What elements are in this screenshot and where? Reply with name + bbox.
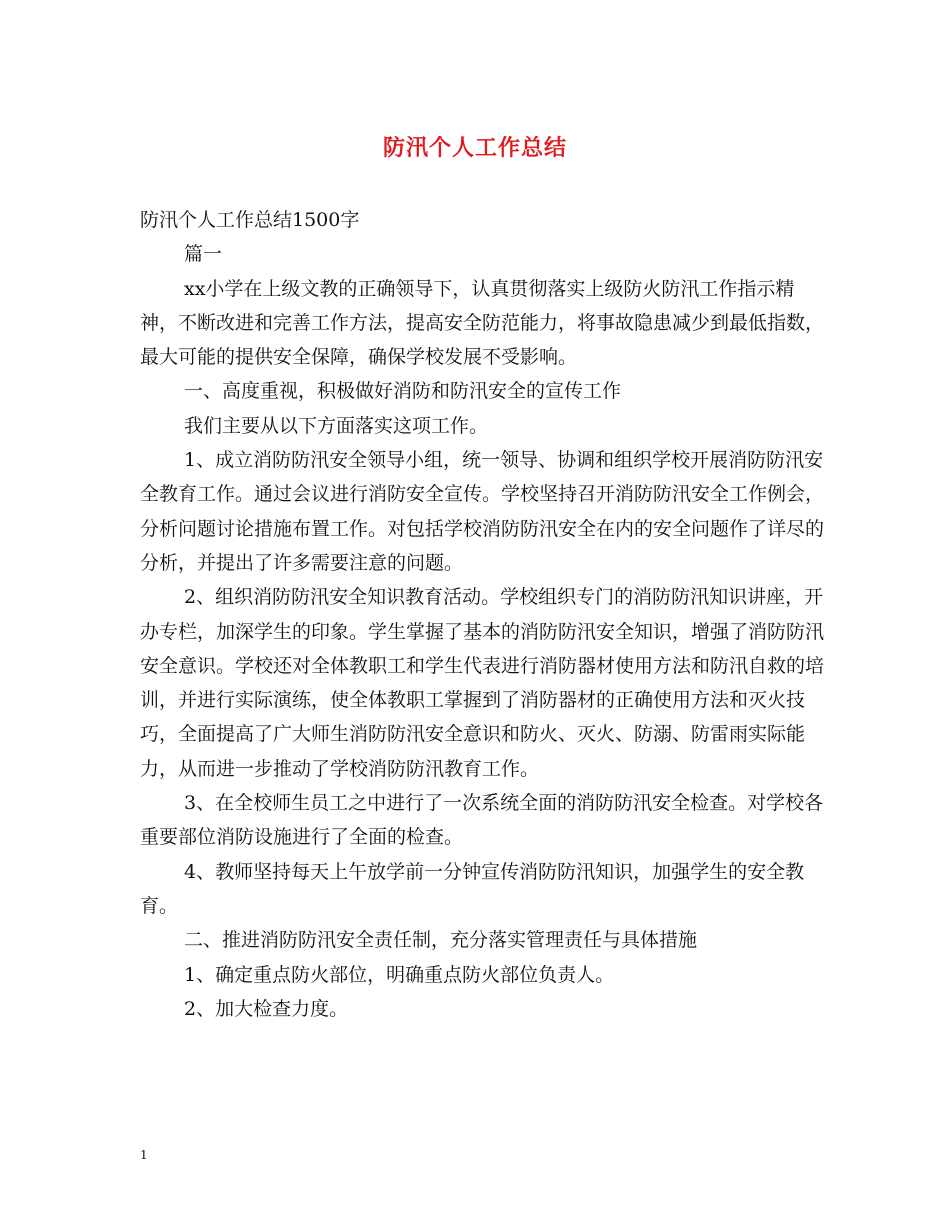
body-paragraph: 4、教师坚持每天上午放学前一分钟宣传消防防汛知识，加强学生的安全教育。	[140, 860, 805, 917]
document-body	[140, 203, 830, 1026]
section-heading-2: 二、推进消防防汛安全责任制，充分落实管理责任与具体措施	[184, 929, 698, 952]
body-paragraph: 2、组织消防防汛安全知识教育活动。学校组织专门的消防防汛知识讲座，开办专栏，加深学生的印象。学生掌握了基本的消防防汛安全知识，增强了消防防汛安全意识。学校还对全体教职工和学生代表进行消防器材使用方法和防汛自救的培训，并进行实际演练，使全体教职工掌握到了消防器材的正确使用方法和灭火技巧，全面提高了广大师生消防防汛安全意识和防火、灭火、防溺、防雷雨实际能力，从而进一步推动了学校消防防汛教育工作。	[140, 586, 825, 780]
body-paragraph: 2、加大检查力度。	[184, 997, 349, 1020]
body-paragraph: 1、成立消防防汛安全领导小组，统一领导、协调和组织学校开展消防防汛安全教育工作。通过会议进行消防安全宣传。学校坚持召开消防防汛安全工作例会，分析问题讨论措施布置工作。对包括学校消防防汛安全在内的安全问题作了详尽的分析，并提出了许多需要注意的问题。	[140, 449, 825, 574]
document-subtitle: 防汛个人工作总结1500字	[140, 209, 360, 231]
section-heading-1: 一、高度重视，积极做好消防和防汛安全的宣传工作	[184, 380, 622, 403]
document-title: 防汛个人工作总结	[382, 135, 567, 161]
body-paragraph: 1、确定重点防火部位，明确重点防火部位负责人。	[184, 963, 615, 986]
body-paragraph: 我们主要从以下方面落实这项工作。	[184, 414, 489, 437]
body-paragraph: 3、在全校师生员工之中进行了一次系统全面的消防防汛安全检查。对学校各重要部位消防设施进行了全面的检查。	[140, 792, 824, 849]
intro-paragraph: xx小学在上级文教的正确领导下，认真贯彻落实上级防火防汛工作指示精神，不断改进和完善工作方法，提高安全防范能力，将事故隐患减少到最低指数，最大可能的提供安全保障，确保学校发展不受影响。	[140, 277, 825, 369]
section-label: 篇一	[184, 243, 223, 266]
page-number: 1	[140, 1148, 148, 1162]
